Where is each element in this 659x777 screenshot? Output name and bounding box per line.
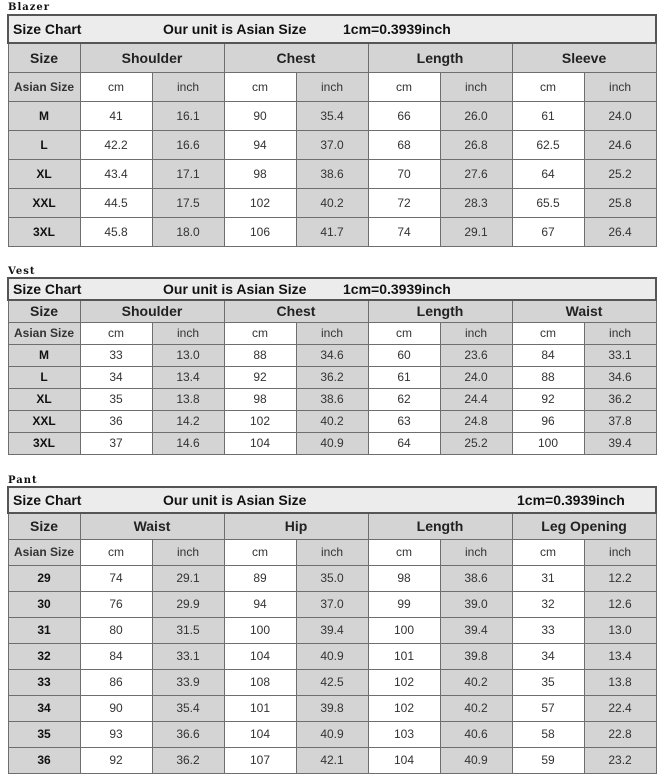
inch-value-cell: 16.6 bbox=[152, 130, 224, 159]
inch-value-cell: 40.2 bbox=[440, 695, 512, 721]
inch-value-cell: 37.0 bbox=[296, 130, 368, 159]
cm-value-cell: 98 bbox=[224, 159, 296, 188]
cm-value-cell: 65.5 bbox=[512, 188, 584, 217]
cm-value-cell: 92 bbox=[224, 366, 296, 388]
cm-value-cell: 96 bbox=[512, 410, 584, 432]
inch-value-cell: 40.9 bbox=[296, 432, 368, 454]
cm-value-cell: 102 bbox=[224, 410, 296, 432]
cm-value-cell: 104 bbox=[368, 747, 440, 773]
cm-value-cell: 61 bbox=[368, 366, 440, 388]
inch-value-cell: 40.9 bbox=[440, 747, 512, 773]
inch-value-cell: 37.8 bbox=[584, 410, 656, 432]
inch-value-cell: 13.8 bbox=[584, 669, 656, 695]
cm-value-cell: 59 bbox=[512, 747, 584, 773]
pant-measure-header: Hip bbox=[224, 513, 368, 539]
unit-inch-label: inch bbox=[584, 539, 656, 565]
inch-value-cell: 40.2 bbox=[296, 410, 368, 432]
cm-value-cell: 101 bbox=[224, 695, 296, 721]
inch-value-cell: 34.6 bbox=[296, 344, 368, 366]
table-row bbox=[8, 565, 656, 591]
inch-value-cell: 35.0 bbox=[296, 565, 368, 591]
unit-inch-label: inch bbox=[584, 322, 656, 344]
blazer-measure-header: Shoulder bbox=[80, 43, 224, 72]
cm-value-cell: 35 bbox=[80, 388, 152, 410]
inch-value-cell: 26.8 bbox=[440, 130, 512, 159]
table-row bbox=[8, 643, 656, 669]
inch-value-cell: 22.4 bbox=[584, 695, 656, 721]
table-row bbox=[8, 432, 656, 454]
cm-value-cell: 42.2 bbox=[80, 130, 152, 159]
unit-cm-label: cm bbox=[368, 322, 440, 344]
unit-cm-label: cm bbox=[224, 72, 296, 101]
size-label: 3XL bbox=[8, 432, 80, 454]
blazer-measure-header: Sleeve bbox=[512, 43, 656, 72]
size-label: XL bbox=[8, 159, 80, 188]
size-label: M bbox=[8, 101, 80, 130]
inch-value-cell: 29.1 bbox=[440, 217, 512, 246]
pant-section-label: Pant bbox=[8, 475, 38, 486]
inch-value-cell: 39.4 bbox=[440, 617, 512, 643]
cm-value-cell: 58 bbox=[512, 721, 584, 747]
blazer-section-label: Blazer bbox=[8, 2, 51, 13]
unit-inch-label: inch bbox=[440, 322, 512, 344]
inch-value-cell: 39.0 bbox=[440, 591, 512, 617]
cm-value-cell: 98 bbox=[224, 388, 296, 410]
inch-value-cell: 39.8 bbox=[296, 695, 368, 721]
cm-value-cell: 72 bbox=[368, 188, 440, 217]
size-label: XXL bbox=[8, 188, 80, 217]
inch-value-cell: 26.0 bbox=[440, 101, 512, 130]
inch-value-cell: 29.9 bbox=[152, 591, 224, 617]
size-label: 36 bbox=[8, 747, 80, 773]
cm-value-cell: 80 bbox=[80, 617, 152, 643]
cm-value-cell: 104 bbox=[224, 721, 296, 747]
inch-value-cell: 25.8 bbox=[584, 188, 656, 217]
cm-value-cell: 64 bbox=[368, 432, 440, 454]
size-label: 3XL bbox=[8, 217, 80, 246]
vest-asian-size-label: Asian Size bbox=[8, 322, 80, 344]
cm-value-cell: 92 bbox=[512, 388, 584, 410]
cm-value-cell: 103 bbox=[368, 721, 440, 747]
cm-value-cell: 60 bbox=[368, 344, 440, 366]
size-label: 33 bbox=[8, 669, 80, 695]
inch-value-cell: 40.6 bbox=[440, 721, 512, 747]
cm-value-cell: 88 bbox=[224, 344, 296, 366]
inch-value-cell: 13.8 bbox=[152, 388, 224, 410]
blazer-size-header: Size bbox=[8, 43, 80, 72]
cm-value-cell: 36 bbox=[80, 410, 152, 432]
cm-value-cell: 34 bbox=[80, 366, 152, 388]
pant-unit-note: Our unit is Asian Size bbox=[163, 492, 307, 508]
inch-value-cell: 42.1 bbox=[296, 747, 368, 773]
pant-title-row bbox=[8, 487, 656, 513]
size-label: XXL bbox=[8, 410, 80, 432]
pant-measure-header: Length bbox=[368, 513, 512, 539]
cm-value-cell: 104 bbox=[224, 432, 296, 454]
inch-value-cell: 36.6 bbox=[152, 721, 224, 747]
cm-value-cell: 62.5 bbox=[512, 130, 584, 159]
inch-value-cell: 37.0 bbox=[296, 591, 368, 617]
cm-value-cell: 35 bbox=[512, 669, 584, 695]
table-row bbox=[8, 747, 656, 773]
table-row bbox=[8, 159, 656, 188]
inch-value-cell: 24.6 bbox=[584, 130, 656, 159]
inch-value-cell: 36.2 bbox=[584, 388, 656, 410]
pant-conversion: 1cm=0.3939inch bbox=[517, 492, 625, 508]
inch-value-cell: 41.7 bbox=[296, 217, 368, 246]
cm-value-cell: 34 bbox=[512, 643, 584, 669]
cm-value-cell: 61 bbox=[512, 101, 584, 130]
vest-title: Size Chart bbox=[13, 281, 82, 297]
inch-value-cell: 22.8 bbox=[584, 721, 656, 747]
inch-value-cell: 13.0 bbox=[584, 617, 656, 643]
cm-value-cell: 86 bbox=[80, 669, 152, 695]
cm-value-cell: 100 bbox=[224, 617, 296, 643]
blazer-measure-header: Length bbox=[368, 43, 512, 72]
table-row bbox=[8, 617, 656, 643]
cm-value-cell: 100 bbox=[368, 617, 440, 643]
unit-inch-label: inch bbox=[152, 539, 224, 565]
unit-cm-label: cm bbox=[224, 539, 296, 565]
blazer-unit-note: Our unit is Asian Size bbox=[163, 21, 307, 37]
cm-value-cell: 93 bbox=[80, 721, 152, 747]
vest-measure-header: Waist bbox=[512, 300, 656, 322]
table-row bbox=[8, 721, 656, 747]
inch-value-cell: 40.2 bbox=[296, 188, 368, 217]
size-label: 31 bbox=[8, 617, 80, 643]
inch-value-cell: 35.4 bbox=[296, 101, 368, 130]
table-row bbox=[8, 366, 656, 388]
inch-value-cell: 14.2 bbox=[152, 410, 224, 432]
vest-conversion: 1cm=0.3939inch bbox=[343, 281, 451, 297]
table-row bbox=[8, 591, 656, 617]
inch-value-cell: 13.4 bbox=[152, 366, 224, 388]
size-label: 29 bbox=[8, 565, 80, 591]
cm-value-cell: 84 bbox=[80, 643, 152, 669]
inch-value-cell: 18.0 bbox=[152, 217, 224, 246]
inch-value-cell: 36.2 bbox=[296, 366, 368, 388]
size-label: 35 bbox=[8, 721, 80, 747]
unit-cm-label: cm bbox=[512, 72, 584, 101]
inch-value-cell: 13.4 bbox=[584, 643, 656, 669]
cm-value-cell: 98 bbox=[368, 565, 440, 591]
size-label: M bbox=[8, 344, 80, 366]
cm-value-cell: 104 bbox=[224, 643, 296, 669]
cm-value-cell: 43.4 bbox=[80, 159, 152, 188]
unit-cm-label: cm bbox=[368, 539, 440, 565]
inch-value-cell: 38.6 bbox=[296, 388, 368, 410]
unit-inch-label: inch bbox=[296, 72, 368, 101]
cm-value-cell: 63 bbox=[368, 410, 440, 432]
inch-value-cell: 26.4 bbox=[584, 217, 656, 246]
unit-cm-label: cm bbox=[512, 539, 584, 565]
blazer-asian-size-label: Asian Size bbox=[8, 72, 80, 101]
cm-value-cell: 32 bbox=[512, 591, 584, 617]
unit-inch-label: inch bbox=[440, 539, 512, 565]
cm-value-cell: 102 bbox=[224, 188, 296, 217]
inch-value-cell: 39.4 bbox=[296, 617, 368, 643]
inch-value-cell: 38.6 bbox=[296, 159, 368, 188]
cm-value-cell: 84 bbox=[512, 344, 584, 366]
cm-value-cell: 102 bbox=[368, 695, 440, 721]
cm-value-cell: 64 bbox=[512, 159, 584, 188]
inch-value-cell: 28.3 bbox=[440, 188, 512, 217]
unit-inch-label: inch bbox=[152, 322, 224, 344]
size-label: 32 bbox=[8, 643, 80, 669]
cm-value-cell: 101 bbox=[368, 643, 440, 669]
cm-value-cell: 94 bbox=[224, 591, 296, 617]
inch-value-cell: 36.2 bbox=[152, 747, 224, 773]
inch-value-cell: 42.5 bbox=[296, 669, 368, 695]
vest-size-header: Size bbox=[8, 300, 80, 322]
cm-value-cell: 31 bbox=[512, 565, 584, 591]
inch-value-cell: 31.5 bbox=[152, 617, 224, 643]
cm-value-cell: 107 bbox=[224, 747, 296, 773]
vest-unit-note: Our unit is Asian Size bbox=[163, 281, 307, 297]
inch-value-cell: 39.8 bbox=[440, 643, 512, 669]
vest-measure-header: Length bbox=[368, 300, 512, 322]
table-row bbox=[8, 344, 656, 366]
cm-value-cell: 99 bbox=[368, 591, 440, 617]
unit-cm-label: cm bbox=[80, 322, 152, 344]
unit-inch-label: inch bbox=[440, 72, 512, 101]
blazer-title: Size Chart bbox=[13, 21, 82, 37]
cm-value-cell: 68 bbox=[368, 130, 440, 159]
cm-value-cell: 76 bbox=[80, 591, 152, 617]
inch-value-cell: 12.6 bbox=[584, 591, 656, 617]
cm-value-cell: 62 bbox=[368, 388, 440, 410]
pant-size-table bbox=[7, 486, 657, 774]
inch-value-cell: 33.9 bbox=[152, 669, 224, 695]
table-row bbox=[8, 388, 656, 410]
cm-value-cell: 100 bbox=[512, 432, 584, 454]
cm-value-cell: 67 bbox=[512, 217, 584, 246]
table-row bbox=[8, 188, 656, 217]
size-label: L bbox=[8, 130, 80, 159]
inch-value-cell: 39.4 bbox=[584, 432, 656, 454]
table-row bbox=[8, 130, 656, 159]
inch-value-cell: 24.4 bbox=[440, 388, 512, 410]
inch-value-cell: 24.8 bbox=[440, 410, 512, 432]
table-row bbox=[8, 695, 656, 721]
inch-value-cell: 24.0 bbox=[584, 101, 656, 130]
blazer-size-table bbox=[7, 14, 657, 247]
unit-cm-label: cm bbox=[224, 322, 296, 344]
inch-value-cell: 23.2 bbox=[584, 747, 656, 773]
unit-inch-label: inch bbox=[152, 72, 224, 101]
blazer-conversion: 1cm=0.3939inch bbox=[343, 21, 451, 37]
blazer-title-row bbox=[8, 15, 656, 43]
cm-value-cell: 70 bbox=[368, 159, 440, 188]
table-row bbox=[8, 410, 656, 432]
inch-value-cell: 16.1 bbox=[152, 101, 224, 130]
inch-value-cell: 40.9 bbox=[296, 643, 368, 669]
size-label: XL bbox=[8, 388, 80, 410]
unit-cm-label: cm bbox=[80, 72, 152, 101]
unit-cm-label: cm bbox=[80, 539, 152, 565]
cm-value-cell: 33 bbox=[80, 344, 152, 366]
inch-value-cell: 27.6 bbox=[440, 159, 512, 188]
cm-value-cell: 37 bbox=[80, 432, 152, 454]
vest-measure-header: Shoulder bbox=[80, 300, 224, 322]
cm-value-cell: 108 bbox=[224, 669, 296, 695]
cm-value-cell: 57 bbox=[512, 695, 584, 721]
size-label: 34 bbox=[8, 695, 80, 721]
pant-measure-header: Leg Opening bbox=[512, 513, 656, 539]
cm-value-cell: 41 bbox=[80, 101, 152, 130]
cm-value-cell: 88 bbox=[512, 366, 584, 388]
inch-value-cell: 33.1 bbox=[584, 344, 656, 366]
cm-value-cell: 90 bbox=[80, 695, 152, 721]
inch-value-cell: 40.9 bbox=[296, 721, 368, 747]
size-label: L bbox=[8, 366, 80, 388]
table-row bbox=[8, 101, 656, 130]
unit-cm-label: cm bbox=[368, 72, 440, 101]
cm-value-cell: 33 bbox=[512, 617, 584, 643]
cm-value-cell: 44.5 bbox=[80, 188, 152, 217]
unit-cm-label: cm bbox=[512, 322, 584, 344]
cm-value-cell: 102 bbox=[368, 669, 440, 695]
unit-inch-label: inch bbox=[584, 72, 656, 101]
pant-title: Size Chart bbox=[13, 492, 82, 508]
vest-section-label: Vest bbox=[8, 266, 36, 277]
inch-value-cell: 34.6 bbox=[584, 366, 656, 388]
vest-measure-header: Chest bbox=[224, 300, 368, 322]
cm-value-cell: 66 bbox=[368, 101, 440, 130]
cm-value-cell: 74 bbox=[80, 565, 152, 591]
inch-value-cell: 23.6 bbox=[440, 344, 512, 366]
cm-value-cell: 45.8 bbox=[80, 217, 152, 246]
unit-inch-label: inch bbox=[296, 322, 368, 344]
cm-value-cell: 94 bbox=[224, 130, 296, 159]
inch-value-cell: 35.4 bbox=[152, 695, 224, 721]
blazer-measure-header: Chest bbox=[224, 43, 368, 72]
unit-inch-label: inch bbox=[296, 539, 368, 565]
size-label: 30 bbox=[8, 591, 80, 617]
inch-value-cell: 17.5 bbox=[152, 188, 224, 217]
pant-measure-header: Waist bbox=[80, 513, 224, 539]
inch-value-cell: 12.2 bbox=[584, 565, 656, 591]
table-row bbox=[8, 217, 656, 246]
inch-value-cell: 17.1 bbox=[152, 159, 224, 188]
cm-value-cell: 90 bbox=[224, 101, 296, 130]
inch-value-cell: 25.2 bbox=[440, 432, 512, 454]
pant-size-header: Size bbox=[8, 513, 80, 539]
vest-size-table bbox=[7, 277, 657, 455]
inch-value-cell: 33.1 bbox=[152, 643, 224, 669]
cm-value-cell: 106 bbox=[224, 217, 296, 246]
inch-value-cell: 14.6 bbox=[152, 432, 224, 454]
inch-value-cell: 38.6 bbox=[440, 565, 512, 591]
vest-title-row bbox=[8, 278, 656, 300]
inch-value-cell: 13.0 bbox=[152, 344, 224, 366]
cm-value-cell: 92 bbox=[80, 747, 152, 773]
inch-value-cell: 40.2 bbox=[440, 669, 512, 695]
inch-value-cell: 29.1 bbox=[152, 565, 224, 591]
pant-asian-size-label: Asian Size bbox=[8, 539, 80, 565]
cm-value-cell: 89 bbox=[224, 565, 296, 591]
cm-value-cell: 74 bbox=[368, 217, 440, 246]
inch-value-cell: 25.2 bbox=[584, 159, 656, 188]
table-row bbox=[8, 669, 656, 695]
inch-value-cell: 24.0 bbox=[440, 366, 512, 388]
